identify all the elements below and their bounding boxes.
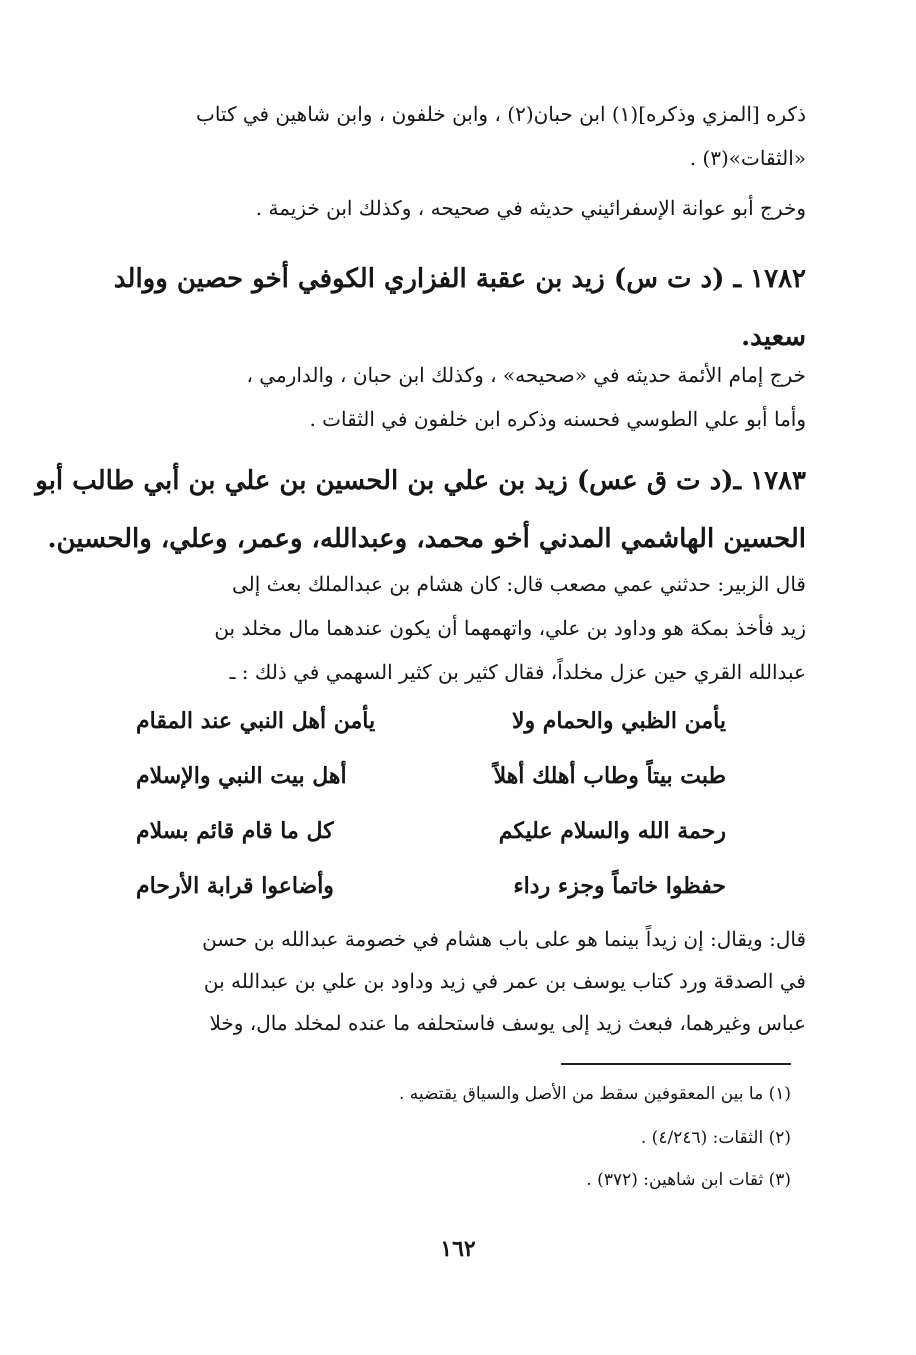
paragraph-line: خرج إمام الأئمة حديثه في «صحيحه» ، وكذلك ابن حبان ، والدارمي ، [246, 363, 806, 387]
verse-second-hemistich: أهل بيت النبي والإسلام [136, 762, 347, 789]
paragraph-line: زيد فأخذ بمكة هو وداود بن علي، واتهمهما أن يكون عندهما مال مخلد بن [214, 616, 806, 640]
poem-verse [136, 693, 726, 748]
paragraph-line: عباس وغيرهما، فبعث زيد إلى يوسف فاستحلفه ما عنده لمخلد مال، وخلا [209, 1011, 806, 1035]
paragraph-line: قال الزبير: حدثني عمي مصعب قال: كان هشام بن عبدالملك بعث إلى [231, 572, 806, 596]
poem [136, 693, 726, 913]
paragraph-line: وأما أبو علي الطوسي فحسنه وذكره ابن خلفون في الثقات . [309, 407, 806, 431]
footnote-1: (١) ما بين المعقوفين سقط من الأصل والسياق يقتضيه . [398, 1084, 791, 1104]
poem-verse [136, 858, 726, 913]
paragraph-takhrij: وخرج أبو عوانة الإسفرائيني حديثه في صحيحه ، وكذلك ابن خزيمة . [255, 196, 806, 220]
paragraph-line: «الثقات»(٣) . [689, 146, 806, 170]
paragraph-line: ذكره [المزي وذكره](١) ابن حبان(٢) ، وابن خلفون ، وابن شاهين في كتاب [195, 102, 806, 126]
verse-second-hemistich: وأضاعوا قرابة الأرحام [136, 872, 334, 899]
paragraph-line: عبدالله القري حين عزل مخلداً، فقال كثير بن كثير السهمي في ذلك : ـ [229, 660, 806, 684]
paragraph-line: قال: ويقال: إن زيداً بينما هو على باب هشام في خصومة عبدالله بن حسن [202, 927, 806, 951]
heading-line: ١٧٨٢ ـ (د ت س) زيد بن عقبة الفزاري الكوفي أخو حصين ووالد [113, 264, 806, 294]
paragraph-continuation [106, 918, 806, 1044]
paragraph-1783-body [106, 562, 806, 694]
heading-line: الحسين الهاشمي المدني أخو محمد، وعبدالله، وعمر، وعلي، والحسين. [47, 524, 806, 554]
footnote-divider [561, 1063, 791, 1065]
heading-line: ١٧٨٣ ـ(د ت ق عس) زيد بن علي بن الحسين بن علي بن أبي طالب أبو [35, 466, 806, 496]
verse-second-hemistich: كل ما قام قائم بسلام [136, 817, 334, 844]
footnote-2: (٢) الثقات: (٤/٢٤٦) . [640, 1128, 791, 1148]
paragraph-line: في الصدقة ورد كتاب يوسف بن عمر في زيد وداود بن علي بن عبدالله بن [203, 969, 806, 993]
poem-verse [136, 748, 726, 803]
page-number: ١٦٢ [440, 1236, 476, 1262]
entry-heading-1783 [35, 452, 806, 568]
verse-first-hemistich: طبت بيتاً وطاب أهلك أهلاً [493, 762, 726, 789]
paragraph-1782-body [106, 353, 806, 441]
verse-first-hemistich: رحمة الله والسلام عليكم [498, 817, 726, 844]
verse-second-hemistich: يأمن أهل النبي عند المقام [136, 707, 376, 734]
heading-line: سعيد. [741, 322, 806, 352]
verse-first-hemistich: حفظوا خاتماً وجزء رداء [513, 872, 726, 899]
footnote-3: (٣) ثقات ابن شاهين: (٣٧٢) . [586, 1170, 791, 1190]
paragraph-citations [106, 92, 806, 180]
entry-heading-1782 [106, 250, 806, 366]
poem-verse [136, 803, 726, 858]
verse-first-hemistich: يأمن الظبي والحمام ولا [511, 707, 726, 734]
